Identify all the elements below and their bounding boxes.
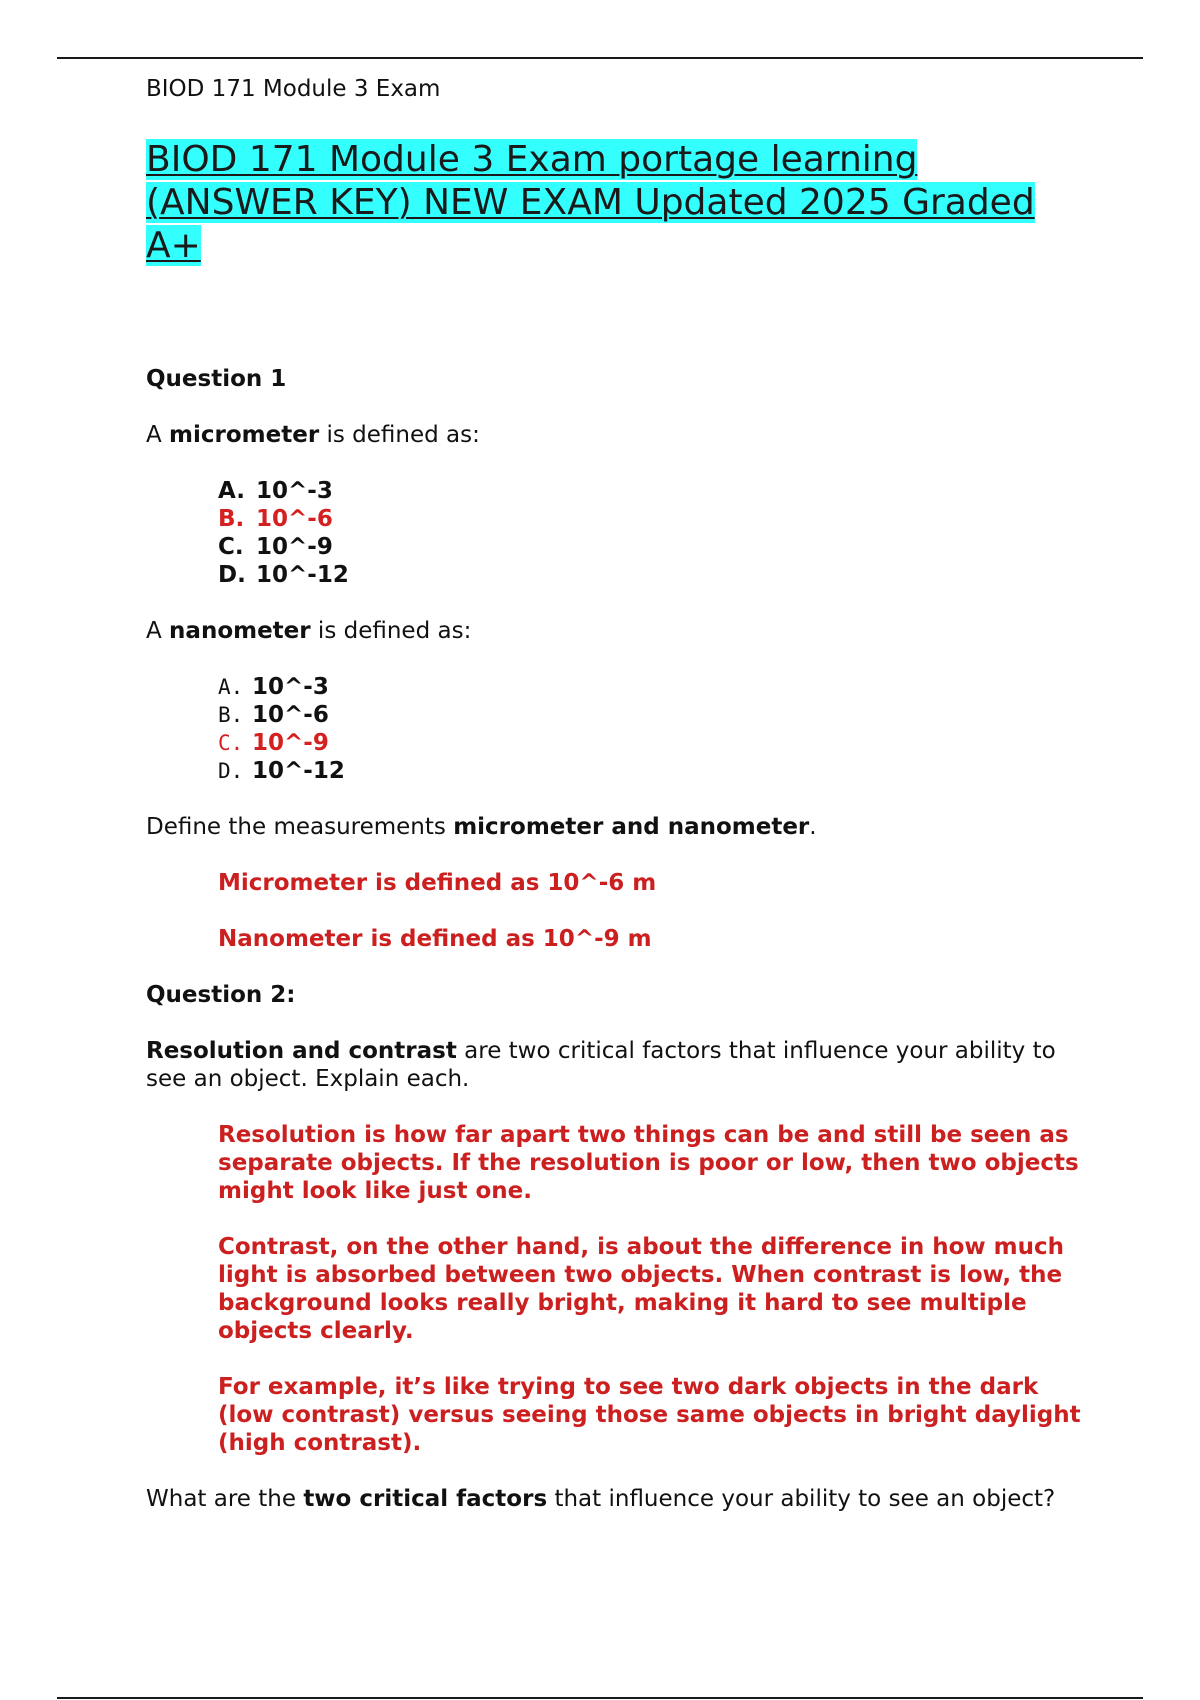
define-prompt-post: . (809, 814, 817, 840)
question-2-heading: Question 2: (146, 982, 296, 1008)
nanometer-prompt-pre: A (146, 618, 170, 644)
two-factors-prompt-pre: What are the (146, 1486, 304, 1512)
option-value: 10^-6 (252, 702, 329, 728)
micrometer-option-c (218, 533, 1086, 561)
micrometer-prompt-bold: micrometer (169, 422, 320, 448)
nanometer-option-d (218, 757, 1086, 785)
micrometer-option-b (218, 505, 1086, 533)
document-page (146, 70, 1086, 1513)
option-letter: A. (218, 478, 245, 504)
nanometer-option-b (218, 701, 1086, 729)
option-value: 10^-3 (252, 674, 329, 700)
micrometer-prompt (146, 421, 1086, 449)
option-letter: C. (218, 731, 244, 755)
define-prompt (146, 813, 1086, 841)
nanometer-prompt-post: is defined as: (310, 618, 472, 644)
option-letter: A. (218, 675, 244, 699)
micrometer-options (146, 477, 1086, 589)
resolution-contrast-prompt-bold: Resolution and contrast (146, 1038, 457, 1064)
two-factors-prompt (146, 1485, 1086, 1513)
answer-resolution: Resolution is how far apart two things can be and still be seen as separate objects. If the resolution is poor or low, then two objects might look like just one. (218, 1122, 1079, 1204)
option-value: 10^-9 (252, 730, 329, 756)
option-letter: D. (218, 759, 244, 783)
answer-nanometer: Nanometer is defined as 10^-9 m (218, 926, 652, 952)
running-title: BIOD 171 Module 3 Exam (146, 76, 441, 102)
micrometer-option-a (218, 477, 1086, 505)
two-factors-prompt-post: that influence your ability to see an object? (547, 1486, 1056, 1512)
answer-micrometer: Micrometer is defined as 10^-6 m (218, 870, 657, 896)
define-prompt-bold: micrometer and nanometer (453, 814, 810, 840)
option-letter: B. (218, 703, 244, 727)
question-1-heading: Question 1 (146, 366, 287, 392)
top-rule (57, 57, 1143, 59)
nanometer-prompt-bold: nanometer (169, 618, 311, 644)
option-value: 10^-3 (256, 478, 333, 504)
micrometer-prompt-pre: A (146, 422, 170, 448)
micrometer-option-d (218, 561, 1086, 589)
option-value: 10^-6 (256, 506, 333, 532)
nanometer-prompt (146, 617, 1086, 645)
answer-contrast: Contrast, on the other hand, is about the difference in how much light is absorbed between two objects. When contrast is low, the background looks really bright, making it hard to see multiple objects clearly. (218, 1234, 1064, 1344)
nanometer-options (146, 673, 1086, 785)
two-factors-prompt-bold: two critical factors (303, 1486, 548, 1512)
define-prompt-pre: Define the measurements (146, 814, 454, 840)
option-value: 10^-12 (252, 758, 345, 784)
bottom-rule (57, 1697, 1143, 1699)
nanometer-option-c (218, 729, 1086, 757)
nanometer-option-a (218, 673, 1086, 701)
document-title (146, 138, 1086, 267)
answer-example: For example, it’s like trying to see two dark objects in the dark (low contrast) versus seeing those same objects in bright daylight (high contrast). (218, 1374, 1081, 1456)
document-title-text: BIOD 171 Module 3 Exam portage learning (ANSWER KEY) NEW EXAM Updated 2025 Graded A+ (146, 139, 1035, 266)
option-letter: D. (218, 562, 246, 588)
resolution-contrast-prompt (146, 1037, 1086, 1093)
micrometer-prompt-post: is defined as: (319, 422, 480, 448)
option-value: 10^-12 (256, 562, 349, 588)
option-letter: C. (218, 534, 244, 560)
resolution-contrast-prompt-post: are two critical factors that influence your ability to see an object. Explain each. (146, 1038, 1056, 1092)
option-letter: B. (218, 506, 245, 532)
option-value: 10^-9 (256, 534, 333, 560)
